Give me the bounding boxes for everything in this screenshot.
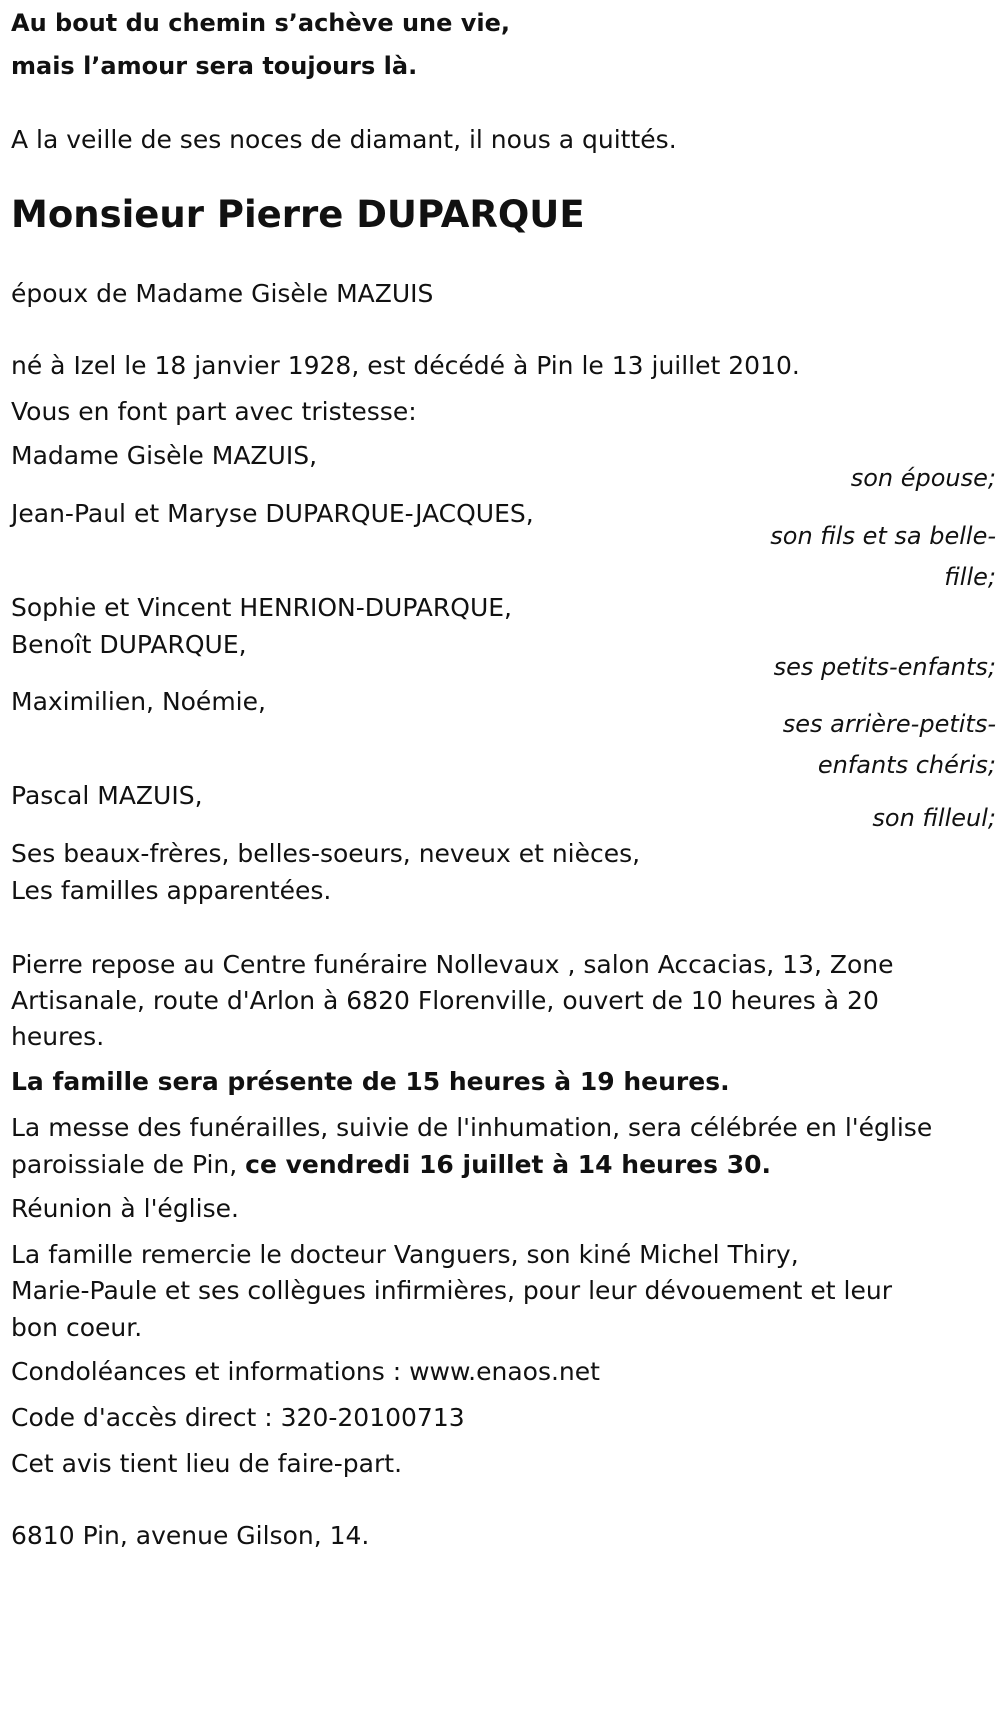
rest-place-line: Pierre repose au Centre funéraire Nollevaux , salon Accacias, 13, Zone [11,950,894,979]
extended-family-line: Les familles apparentées. [11,876,332,905]
rest-place-line: heures. [11,1022,105,1051]
family-name: Madame Gisèle MAZUIS, [11,441,318,470]
intro-text: A la veille de ses noces de diamant, il nous a quittés. [11,125,677,154]
extended-family-line: Ses beaux-frères, belles-soeurs, neveux et nièces, [11,839,641,868]
family-role: son fils et sa belle- fille; [770,522,996,591]
address: 6810 Pin, avenue Gilson, 14. [11,1521,370,1550]
family-role: son filleul; [872,804,996,832]
family-role: ses petits-enfants; [773,653,996,681]
thanks-line: La famille remercie le docteur Vanguers, son kiné Michel Thiry, [11,1240,799,1269]
family-role: son épouse; [850,464,996,492]
funeral-line-1: La messe des funérailles, suivie de l'inhumation, sera célébrée en l'église [11,1113,933,1142]
funeral-location: paroissiale de Pin, [11,1150,246,1179]
thanks-line: bon coeur. [11,1313,143,1342]
funeral-line-2 [11,1150,771,1180]
access-code: Code d'accès direct : 320-20100713 [11,1403,465,1432]
announcement: Vous en font part avec tristesse: [11,397,417,426]
family-name: Benoît DUPARQUE, [11,630,247,659]
family-name: Maximilien, Noémie, [11,687,266,716]
deceased-name: Monsieur Pierre DUPARQUE [11,193,585,236]
family-presence: La famille sera présente de 15 heures à 19 heures. [11,1067,730,1096]
funeral-datetime: ce vendredi 16 juillet à 14 heures 30. [245,1150,771,1179]
notice-text: Cet avis tient lieu de faire-part. [11,1449,403,1478]
obituary-notice [11,0,996,1718]
spouse-line: époux de Madame Gisèle MAZUIS [11,279,434,308]
rest-place-line: Artisanale, route d'Arlon à 6820 Florenville, ouvert de 10 heures à 20 [11,986,879,1015]
family-name: Sophie et Vincent HENRION-DUPARQUE, [11,593,513,622]
epigraph-line-1: Au bout du chemin s’achève une vie, [11,9,511,37]
condolences-info: Condoléances et informations : www.enaos.net [11,1357,600,1386]
family-name: Jean-Paul et Maryse DUPARQUE-JACQUES, [11,499,534,528]
family-name: Pascal MAZUIS, [11,781,203,810]
birth-death-line: né à Izel le 18 janvier 1928, est décédé à Pin le 13 juillet 2010. [11,351,800,380]
family-role: ses arrière-petits- enfants chéris; [782,710,996,779]
epigraph-line-2: mais l’amour sera toujours là. [11,52,418,80]
thanks-line: Marie-Paule et ses collègues infirmières, pour leur dévouement et leur [11,1276,892,1305]
meeting-note: Réunion à l'église. [11,1194,239,1223]
